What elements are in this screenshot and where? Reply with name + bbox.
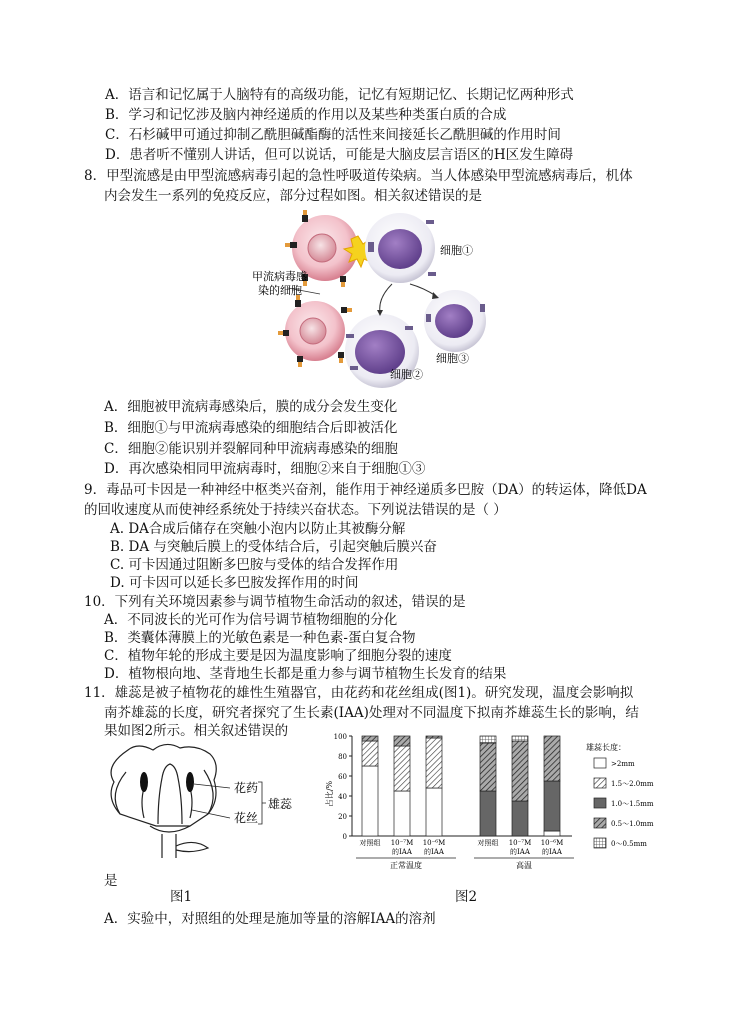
q8-stem-line1: 8．甲型流感是由甲型流感病毒引起的急性呼吸道传染病。当人体感染甲型流感病毒后，机体	[84, 168, 633, 184]
leaf	[176, 842, 208, 851]
bar-segment	[512, 741, 528, 801]
legend-label: >2mm	[611, 760, 635, 768]
filament-left	[142, 788, 144, 818]
stamen-label: 雄蕊	[268, 797, 293, 811]
x-tick-label: 10⁻⁷M	[508, 839, 532, 847]
bar-segment	[362, 741, 378, 766]
x-tick-label: 10⁻⁶M	[422, 839, 446, 847]
infected-cell-label-1: 甲流病毒感	[252, 270, 307, 283]
legend-swatch	[594, 758, 606, 768]
bar-segment	[394, 791, 410, 836]
stamen-length-chart	[320, 730, 690, 882]
flower-outer-outline	[111, 744, 216, 826]
cell-3-label: 细胞③	[436, 352, 469, 365]
group-label: 高温	[516, 861, 532, 870]
q8-option-c: C．细胞②能识别并裂解同种甲流病毒感染的细胞	[104, 441, 398, 457]
figure-2-caption: 图2	[455, 889, 478, 905]
cell-1-label: 细胞①	[440, 244, 473, 257]
cell-3	[424, 290, 486, 352]
bar-segment	[362, 736, 378, 741]
anther-left	[140, 772, 148, 792]
filament-pointer	[192, 810, 230, 818]
bar-segment	[544, 736, 560, 781]
y-tick-label: 60	[338, 773, 347, 781]
flower-stem	[162, 834, 176, 858]
bar-segment	[426, 736, 442, 738]
q9-stem-line2: 的回收速度从而使神经系统处于持续兴奋状态。下列说法错误的是（ ）	[84, 502, 507, 518]
legend-label: 0～0.5mm	[611, 840, 647, 848]
legend-label: 0.5～1.0mm	[611, 820, 654, 828]
legend-swatch	[594, 818, 606, 828]
legend-swatch	[594, 798, 606, 808]
bar-segment	[512, 736, 528, 741]
x-tick-label: 对照组	[359, 839, 381, 847]
x-tick-label-line2: 的IAA	[542, 848, 562, 856]
y-tick-label: 0	[342, 833, 347, 841]
legend-swatch	[594, 838, 606, 848]
bar-segment	[394, 746, 410, 791]
bar-segment	[362, 766, 378, 836]
q9-stem-line1: 9．毒品可卡因是一种神经中枢类兴奋剂，能作用于神经递质多巴胺（DA）的转运体，降低DA	[84, 482, 647, 498]
pistil	[158, 764, 182, 824]
legend-label: 1.0～1.5mm	[611, 800, 654, 808]
right-inner-petal	[204, 770, 213, 814]
y-tick-label: 100	[333, 733, 347, 741]
immune-cell-figure	[240, 206, 500, 396]
bar-segment	[394, 736, 410, 746]
q7-option-d: D．患者听不懂别人讲话，但可以说话，可能是大脑皮层言语区的H区发生障碍	[105, 147, 574, 163]
x-tick-label: 对照组	[477, 839, 499, 847]
bar-segment	[480, 791, 496, 836]
legend-label: 1.5～2.0mm	[611, 780, 654, 788]
bar-segment	[544, 831, 560, 836]
x-tick-label-line2: 的IAA	[510, 848, 530, 856]
group-label: 正常温度	[390, 861, 422, 870]
y-tick-label: 40	[338, 793, 347, 801]
q10-stem: 10．下列有关环境因素参与调节植物生命活动的叙述，错误的是	[84, 594, 466, 610]
q10-option-b: B．类囊体薄膜上的光敏色素是一种色素-蛋白复合物	[104, 630, 416, 646]
q7-option-c: C．石杉碱甲可通过抑制乙酰胆碱酯酶的活性来间接延长乙酰胆碱的作用时间	[105, 127, 561, 143]
infected-cell-label-2: 染的细胞	[258, 284, 302, 297]
q9-option-d: D. 可卡因可以延长多巴胺发挥作用的时间	[110, 575, 359, 591]
q9-option-c: C. 可卡因通过阻断多巴胺与受体的结合发挥作用	[110, 557, 399, 573]
stamen-bracket	[258, 782, 266, 824]
q7-option-b: B．学习和记忆涉及脑内神经递质的作用以及某些种类蛋白质的合成	[105, 107, 507, 123]
q8-option-b: B．细胞①与甲流病毒感染的细胞结合后即被活化	[104, 420, 398, 436]
q11-stem-line3: 果如图2所示。相关叙述错误的	[104, 723, 289, 739]
q10-option-c: C．植物年轮的形成主要是因为温度影响了细胞分裂的速度	[104, 648, 452, 664]
q9-option-a: A. DA合成后储存在突触小泡内以防止其被酶分解	[110, 521, 406, 537]
q10-option-d: D．植物根向地、茎背地生长都是重力参与调节植物生长发育的结果	[104, 666, 507, 682]
x-tick-label: 10⁻⁶M	[540, 839, 564, 847]
q8-option-a: A．细胞被甲流病毒感染后，膜的成分会发生变化	[104, 399, 398, 415]
y-tick-label: 20	[338, 813, 347, 821]
bar-segment	[426, 788, 442, 836]
q8-option-d: D．再次感染相同甲流病毒时，细胞②来自于细胞①③	[104, 461, 426, 477]
q10-option-a: A．不同波长的光可作为信号调节植物细胞的分化	[104, 612, 398, 628]
anther-label: 花药	[234, 781, 259, 795]
q11-stem-line2: 南芥雄蕊的长度，研究者探究了生长素(IAA)处理对不同温度下拟南芥雄蕊生长的影响，结	[104, 705, 639, 721]
filament-right	[190, 788, 192, 818]
q11-option-a: A．实验中，对照组的处理是施加等量的溶解IAA的溶剂	[104, 911, 436, 927]
q9-option-b: B. DA 与突触后膜上的受体结合后，引起突触后膜兴奋	[110, 539, 437, 555]
infected-cell-bottom	[278, 295, 352, 367]
cell-1	[365, 213, 436, 283]
q8-stem-line2: 内会发生一系列的免疫反应，部分过程如图。相关叙述错误的是	[104, 188, 482, 204]
bar-segment	[544, 781, 560, 831]
x-tick-label-line2: 的IAA	[392, 848, 412, 856]
q11-stem-line1: 11．雄蕊是被子植物花的雄性生殖器官，由花药和花丝组成(图1)。研究发现，温度会影响拟	[84, 685, 634, 701]
filament-label: 花丝	[234, 811, 259, 825]
x-tick-label: 10⁻⁷M	[390, 839, 414, 847]
flower-figure	[98, 738, 298, 863]
cell-2-label: 细胞②	[390, 368, 423, 381]
left-inner-petal	[115, 772, 126, 814]
anther-right	[186, 772, 194, 792]
y-tick-label: 80	[338, 753, 347, 761]
q7-option-a: A．语言和记忆属于人脑特有的高级功能，记忆有短期记忆、长期记忆两种形式	[105, 87, 574, 103]
legend-swatch	[594, 778, 606, 788]
bar-segment	[480, 743, 496, 791]
receptacle	[150, 826, 190, 832]
legend-title: 雄蕊长度：	[586, 743, 626, 752]
q11-stem-line4: 是	[104, 873, 118, 889]
y-axis-label: 占比/%	[325, 780, 334, 808]
x-tick-label-line2: 的IAA	[424, 848, 444, 856]
bar-segment	[512, 801, 528, 836]
figure-1-caption: 图1	[170, 889, 193, 905]
bar-segment	[480, 736, 496, 743]
bar-segment	[426, 738, 442, 788]
